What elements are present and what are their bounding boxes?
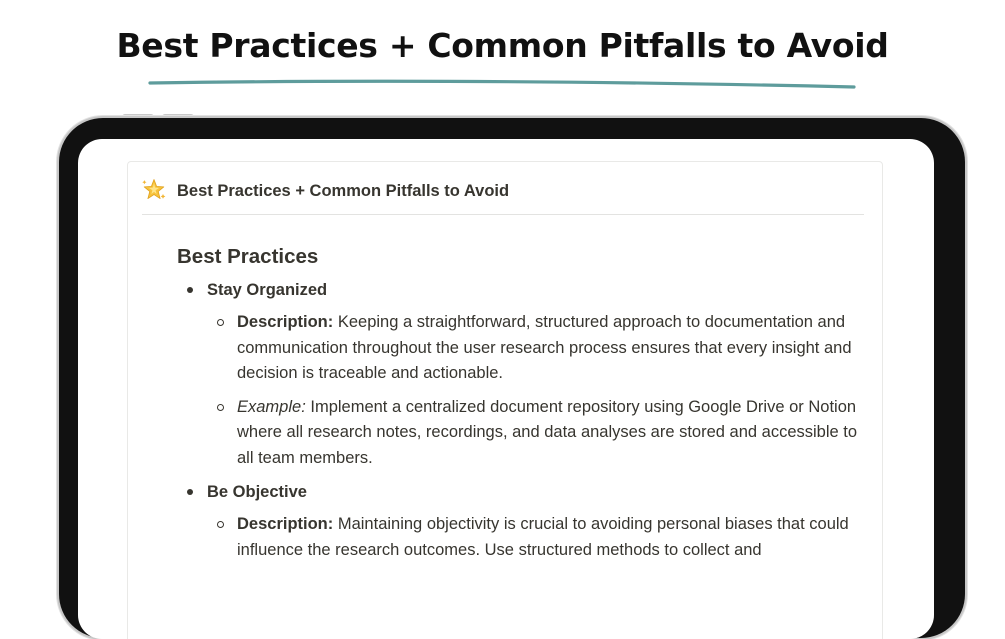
sparkle-star-icon <box>142 178 166 202</box>
item-label: Description: <box>237 313 334 331</box>
bullet-circle <box>217 319 224 326</box>
bullet-title: Be Objective <box>207 483 307 501</box>
tablet-screen <box>78 139 934 639</box>
bullet-circle <box>217 404 224 411</box>
sub-list-item <box>177 310 867 387</box>
document-body <box>177 242 867 571</box>
item-label: Example: <box>237 397 306 416</box>
sub-list <box>177 512 867 563</box>
item-text: Keeping a straightforward, structured approach to documentation and communication throughout the user research process ensures that every insight and decision is traceable and actionable. <box>237 313 852 382</box>
item-label: Description: <box>237 515 334 533</box>
bullet-title: Stay Organized <box>207 281 328 299</box>
sub-list-item <box>177 512 867 563</box>
document-title: Best Practices + Common Pitfalls to Avoid <box>177 182 510 200</box>
bullet-circle <box>217 521 224 528</box>
sub-list-item <box>177 395 867 472</box>
bullet-dot <box>187 287 193 293</box>
bullet-item <box>177 277 867 303</box>
page-title: Best Practices + Common Pitfalls to Avoid <box>116 26 889 65</box>
bullet-dot <box>187 489 193 495</box>
section-heading: Best Practices <box>177 245 319 268</box>
document-page <box>127 161 883 639</box>
sub-list <box>177 310 867 471</box>
item-text: Maintaining objectivity is crucial to avoiding personal biases that could influence the research outcomes. Use structured methods to collect and <box>237 515 849 559</box>
bullet-item <box>177 479 867 505</box>
item-text: Implement a centralized document repository using Google Drive or Notion where all research notes, recordings, and data analyses are stored and accessible to all team members. <box>237 397 858 467</box>
title-underline <box>148 78 856 92</box>
document-header <box>142 178 864 215</box>
